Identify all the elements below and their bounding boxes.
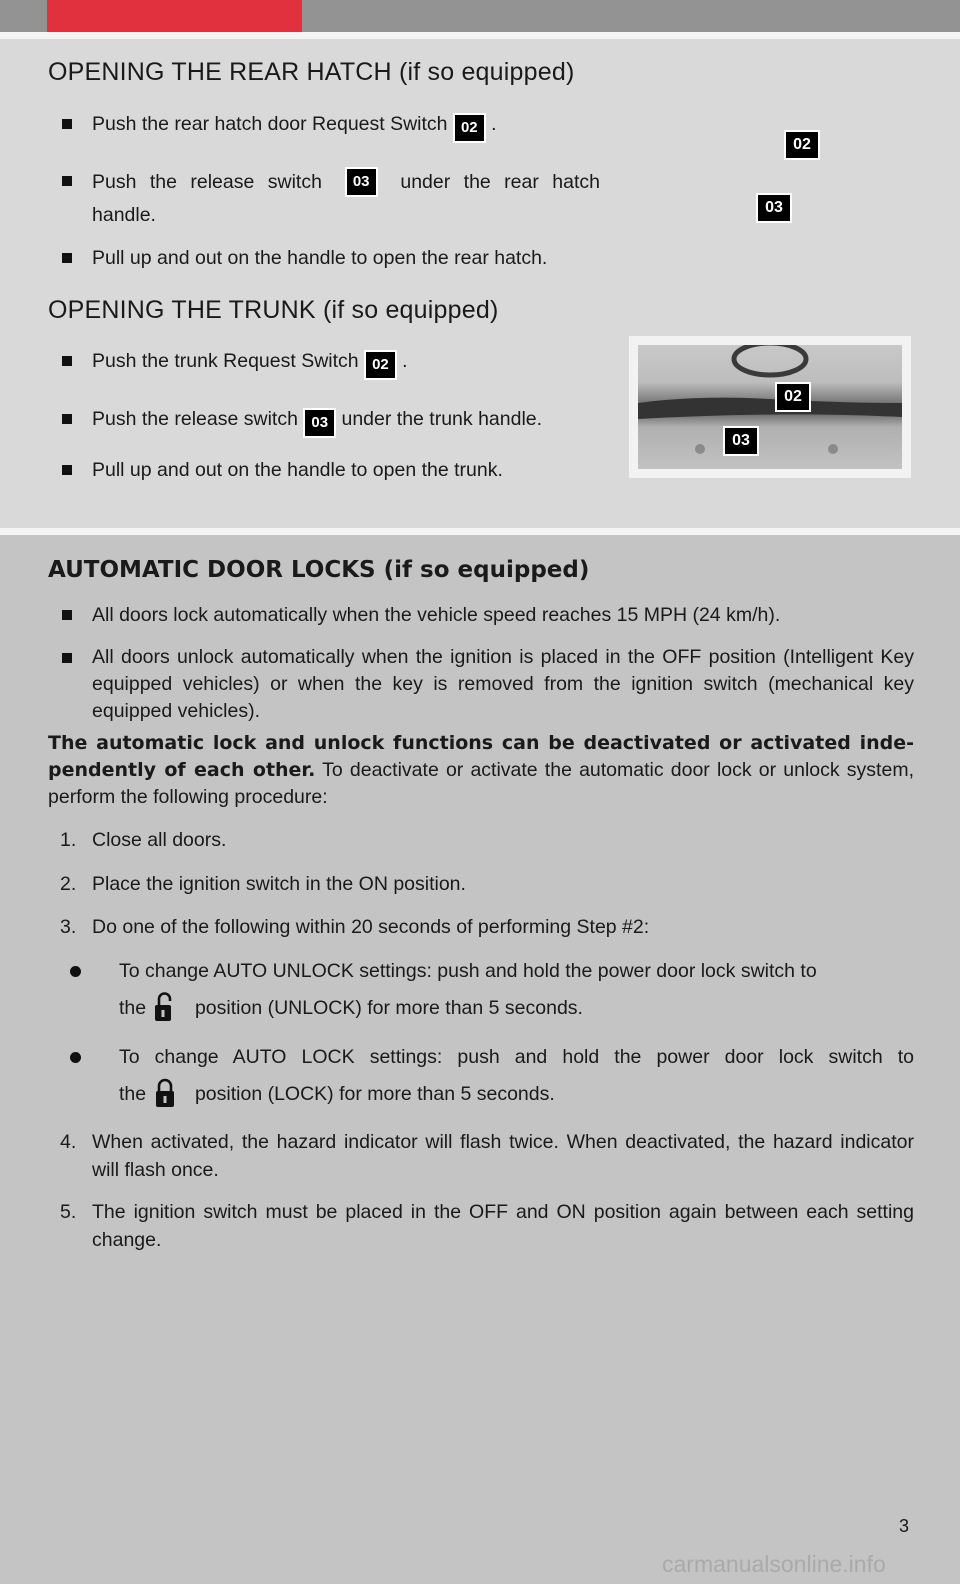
trunk-step-1: Push the trunk Request Switch 02 . [62, 347, 602, 377]
page-number: 3 [899, 1516, 910, 1536]
trunk-step-3: Pull up and out on the handle to open the trunk. [62, 456, 602, 486]
callout-badge: 03 [345, 167, 378, 197]
door-locks-bullet-1: All doors lock automatically when the vehicle speed reaches 15 MPH (24 km/h). [62, 601, 914, 631]
square-bullet-icon [62, 465, 72, 475]
square-bullet-icon [62, 253, 72, 263]
rear-hatch-step-1: Push the rear hatch door Request Switch 02 . [62, 110, 622, 140]
sub-step-auto-lock: To change AUTO LOCK settings: push and hold the power door lock switch to the position (LOCK) for more than 5 seconds. [70, 1043, 914, 1123]
divider-top [0, 32, 960, 39]
locked-padlock-icon [154, 1078, 176, 1108]
square-bullet-icon [62, 414, 72, 424]
square-bullet-icon [62, 610, 72, 620]
callout-badge: 02 [364, 350, 397, 380]
square-bullet-icon [62, 176, 72, 186]
callout-02-badge: 02 [784, 130, 820, 160]
trunk-lid-illustration [638, 345, 902, 469]
square-bullet-icon [62, 653, 72, 663]
trunk-step-2: Push the release switch 03 under the trunk handle. [62, 405, 602, 435]
rear-hatch-step-3: Pull up and out on the handle to open the rear hatch. [62, 244, 622, 274]
round-bullet-icon [70, 966, 81, 977]
screw-right [828, 444, 838, 454]
trunk-handle-photo [629, 336, 911, 478]
step-3: 3. Do one of the following within 20 seconds of performing Step #2: [60, 916, 650, 938]
top-bar [0, 0, 960, 32]
step-1: 1. Close all doors. [60, 829, 227, 851]
round-bullet-icon [70, 1052, 81, 1063]
callout-03-badge: 03 [756, 193, 792, 223]
watermark-text: carmanualsonline.info [662, 1551, 886, 1577]
square-bullet-icon [62, 119, 72, 129]
step-2: 2. Place the ignition switch in the ON position. [60, 873, 466, 895]
step-5: 5. The ignition switch must be placed in the OFF and ON position again between each setting change. [60, 1201, 914, 1251]
handle-shadow [638, 398, 902, 419]
rear-hatch-step-2: Push the release switch 03 under the rear hatch handle. [62, 167, 598, 227]
callout-badge: 02 [453, 113, 486, 143]
image-callout-03: 03 [723, 426, 759, 456]
divider-middle [0, 528, 960, 535]
screw-left [695, 444, 705, 454]
callout-badge: 03 [303, 408, 336, 438]
square-bullet-icon [62, 356, 72, 366]
image-callout-02: 02 [775, 382, 811, 412]
emblem-ring [734, 345, 806, 375]
door-locks-heading: AUTOMATIC DOOR LOCKS (if so equipped) [48, 557, 590, 583]
unlocked-padlock-icon [154, 992, 176, 1022]
red-accent-tab [47, 0, 302, 32]
sub-step-auto-unlock: To change AUTO UNLOCK settings: push and hold the power door lock switch to the position (UNLOCK) for more than 5 seconds. [70, 957, 914, 1037]
rear-hatch-heading: OPENING THE REAR HATCH (if so equipped) [48, 58, 575, 86]
door-locks-intro: The automatic lock and unlock functions can be deactivated or activated independently of each other. To deactivate or activate the automatic door lock or unlock system, perform the following procedure: [48, 732, 914, 808]
trunk-heading: OPENING THE TRUNK (if so equipped) [48, 296, 499, 324]
door-locks-bullet-2: All doors unlock automatically when the ignition is placed in the OFF position (Intelligent Key equipped vehicles) or when the key is removed from the ignition switch (mechanical key equipped vehicles). [62, 644, 914, 728]
step-4: 4. When activated, the hazard indicator will flash twice. When deactivated, the hazard indicator will flash once. [60, 1131, 914, 1181]
